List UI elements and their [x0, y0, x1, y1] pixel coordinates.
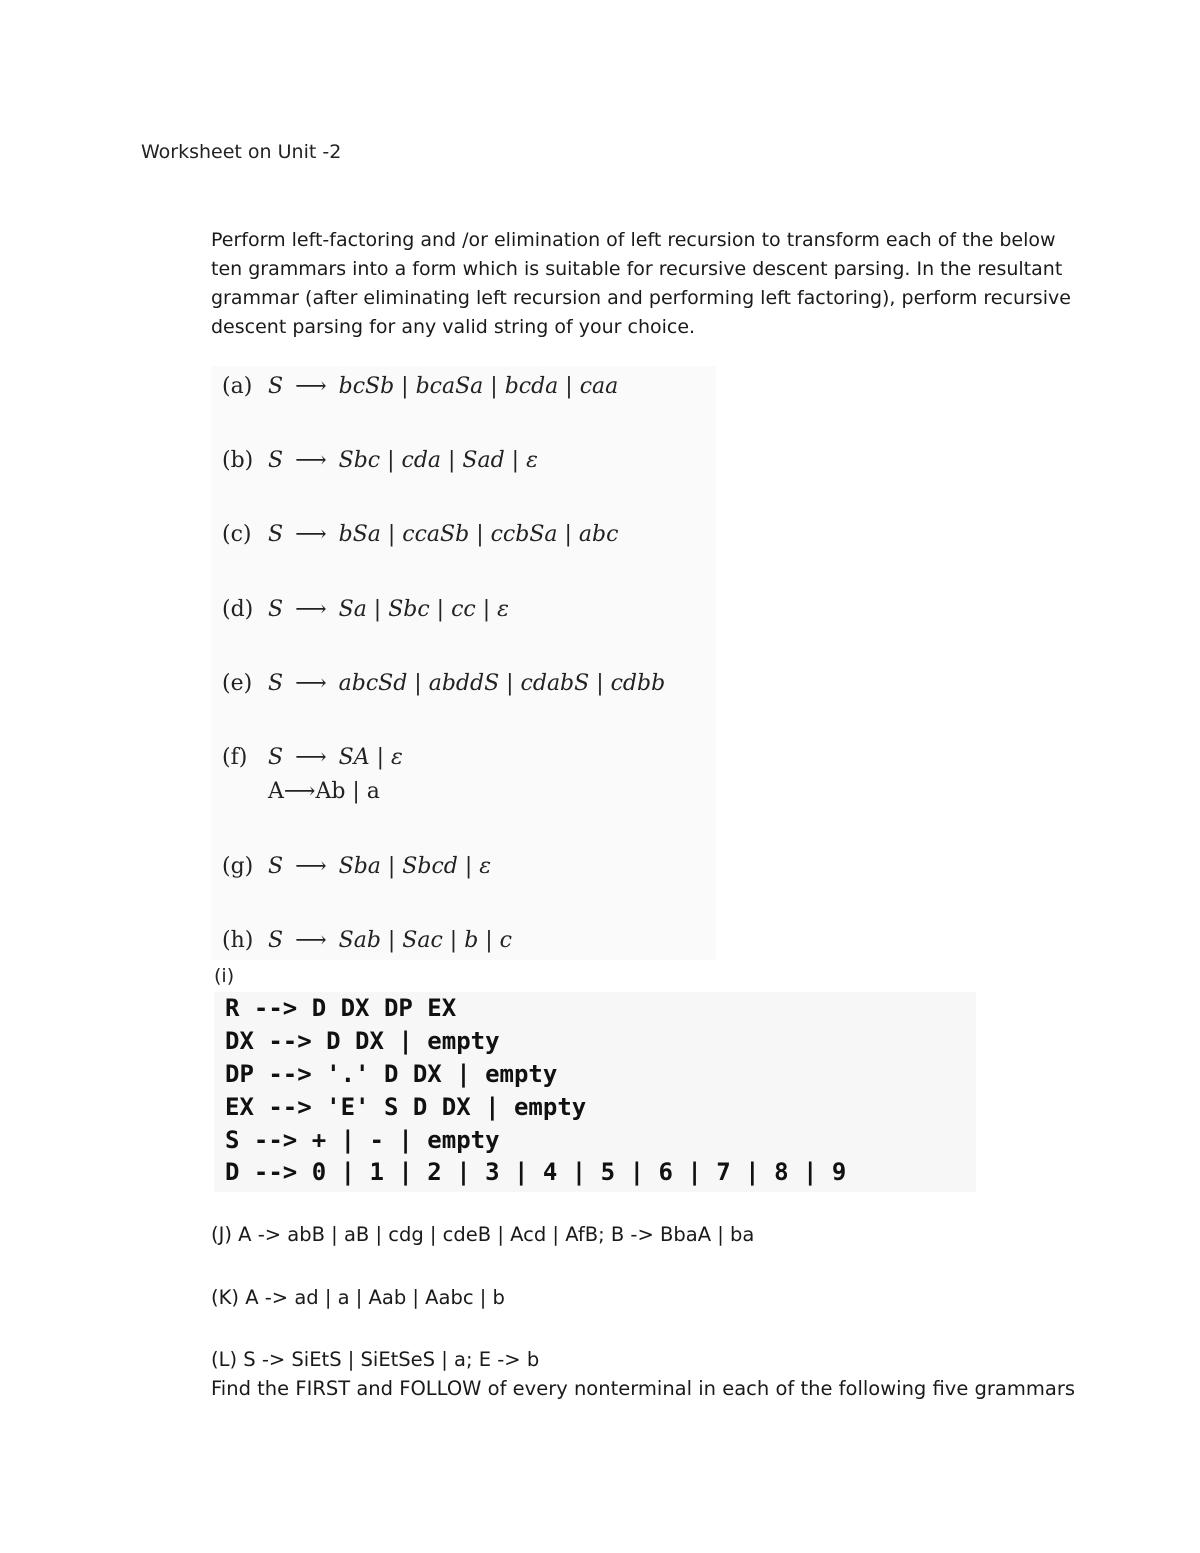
grammar-arrow: ⟶: [295, 522, 327, 547]
grammar-j: (J) A -> abB | aB | cdg | cdeB | Acd | AfB; B -> BbaA | ba: [211, 1223, 755, 1246]
grammar-rhs: bSa | ccaSb | ccbSa | abc: [338, 522, 619, 547]
grammar-rhs: Ab | a: [315, 779, 380, 804]
grammar-arrow: ⟶: [295, 597, 327, 622]
grammar-rhs: Sab | Sac | b | c: [338, 928, 513, 953]
grammar-list-a-to-h: [211, 366, 716, 960]
grammar-lhs: S: [268, 597, 284, 622]
grammar-i-line: D --> 0 | 1 | 2 | 3 | 4 | 5 | 6 | 7 | 8 | 9: [225, 1158, 847, 1186]
grammar-arrow: ⟶: [283, 779, 316, 804]
grammar-arrow: ⟶: [295, 374, 327, 399]
worksheet-title: Worksheet on Unit -2: [141, 141, 342, 163]
grammar-h: [222, 928, 512, 953]
grammar-f-line-2: [268, 779, 380, 804]
grammar-i-label: (i): [214, 965, 235, 987]
grammar-rhs: bcSb | bcaSa | bcda | caa: [338, 374, 619, 399]
grammar-rhs: Sa | Sbc | cc | ε: [338, 597, 509, 622]
grammar-rhs: SA | ε: [338, 745, 403, 770]
grammar-a: [222, 374, 618, 399]
first-follow-instruction: Find the FIRST and FOLLOW of every nonterminal in each of the following five grammars: [211, 1377, 1075, 1400]
grammar-arrow: ⟶: [295, 448, 327, 473]
grammar-rhs: Sbc | cda | Sad | ε: [338, 448, 538, 473]
grammar-arrow: ⟶: [295, 745, 327, 770]
grammar-label: (a): [222, 374, 253, 399]
grammar-lhs: S: [268, 448, 284, 473]
grammar-label: (g): [222, 854, 254, 879]
grammar-lhs: S: [268, 522, 284, 547]
grammar-label: (d): [222, 597, 254, 622]
grammar-g: [222, 854, 491, 879]
grammar-label: (b): [222, 448, 254, 473]
grammar-arrow: ⟶: [295, 671, 327, 696]
grammar-i-line: S --> + | - | empty: [225, 1126, 500, 1154]
grammar-e: [222, 671, 665, 696]
grammar-rhs: abcSd | abddS | cdabS | cdbb: [338, 671, 666, 696]
grammar-label: (h): [222, 928, 254, 953]
grammar-lhs: S: [268, 374, 284, 399]
grammar-b: [222, 448, 538, 473]
grammar-lhs: A: [268, 779, 284, 804]
grammar-i-code: [214, 992, 976, 1192]
grammar-label: (e): [222, 671, 253, 696]
grammar-label: (f): [222, 745, 248, 770]
grammar-arrow: ⟶: [295, 928, 327, 953]
grammar-arrow: ⟶: [295, 854, 327, 879]
grammar-f: [222, 745, 403, 770]
grammar-k: (K) A -> ad | a | Aab | Aabc | b: [211, 1286, 505, 1309]
grammar-l: (L) S -> SiEtS | SiEtSeS | a; E -> b: [211, 1348, 540, 1371]
grammar-lhs: S: [268, 745, 284, 770]
grammar-rhs: Sba | Sbcd | ε: [338, 854, 492, 879]
instructions-paragraph: Perform left-factoring and /or elimination of left recursion to transform each of the below ten grammars into a form which is suitable for recursive descent parsing. In the resultant grammar (after eliminating left recursion and performing left factoring), perform recursive descent parsing for any valid string of your choice.: [211, 229, 1071, 338]
grammar-i-line: DP --> '.' D DX | empty: [225, 1060, 558, 1088]
grammar-i-line: R --> D DX DP EX: [225, 994, 457, 1022]
grammar-label: (c): [222, 522, 252, 547]
grammar-i-line: DX --> D DX | empty: [225, 1027, 500, 1055]
grammar-c: [222, 522, 618, 547]
grammar-d: [222, 597, 509, 622]
grammar-lhs: S: [268, 854, 284, 879]
grammar-lhs: S: [268, 928, 284, 953]
grammar-i-line: EX --> 'E' S D DX | empty: [225, 1093, 587, 1121]
grammar-lhs: S: [268, 671, 284, 696]
